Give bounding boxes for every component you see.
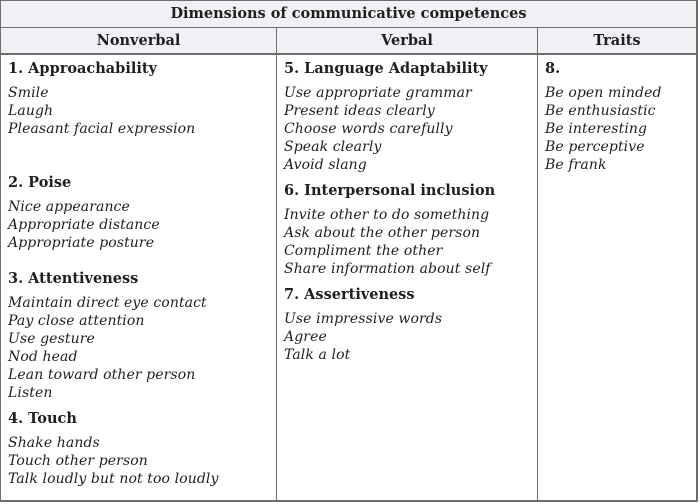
list-item: Lean toward other person	[8, 367, 196, 383]
verbal-cell	[277, 55, 538, 501]
list-item: Use gesture	[8, 331, 95, 347]
list-item: Nod head	[8, 349, 78, 365]
section-title: 4. Touch	[8, 410, 77, 427]
list-item: Be enthusiastic	[545, 103, 656, 119]
list-item: Be interesting	[545, 121, 648, 137]
item-list	[8, 198, 270, 252]
item-list	[284, 84, 531, 174]
section-poise	[8, 173, 270, 252]
list-item: Pay close attention	[8, 313, 145, 329]
list-item: Invite other to do something	[284, 207, 490, 223]
section-title: 5. Language Adaptability	[284, 60, 488, 77]
list-item: Use appropriate grammar	[284, 85, 472, 101]
section-traits	[545, 59, 690, 174]
nonverbal-cell	[1, 55, 277, 501]
list-item: Agree	[284, 329, 327, 345]
list-item: Touch other person	[8, 453, 148, 469]
item-list	[8, 84, 270, 138]
list-item: Appropriate distance	[8, 217, 160, 233]
list-item: Nice appearance	[8, 199, 130, 215]
section-title: 6. Interpersonal inclusion	[284, 182, 496, 199]
list-item: Compliment the other	[284, 243, 443, 259]
list-item: Share information about self	[284, 261, 491, 277]
list-item: Talk loudly but not too loudly	[8, 471, 219, 487]
list-item: Ask about the other person	[284, 225, 481, 241]
header-nonverbal: Nonverbal	[1, 28, 277, 53]
header-traits: Traits	[593, 32, 641, 49]
list-item: Talk a lot	[284, 347, 351, 363]
item-list	[284, 310, 531, 364]
list-item: Maintain direct eye contact	[8, 295, 207, 311]
section-touch	[8, 409, 270, 488]
section-title: 2. Poise	[8, 174, 72, 191]
item-list	[8, 434, 270, 488]
section-title: 7. Assertiveness	[284, 286, 415, 303]
list-item: Choose words carefully	[284, 121, 453, 137]
section-title: 3. Attentiveness	[8, 270, 139, 287]
list-item: Be frank	[545, 157, 607, 173]
section-attentiveness	[8, 269, 270, 402]
section-approachability	[8, 59, 270, 138]
list-item: Laugh	[8, 103, 54, 119]
list-item: Be open minded	[545, 85, 662, 101]
list-item: Smile	[8, 85, 49, 101]
header-verbal: Verbal	[277, 28, 538, 53]
list-item: Be perceptive	[545, 139, 645, 155]
list-item: Pleasant facial expression	[8, 121, 196, 137]
header-row	[1, 28, 696, 55]
list-item: Shake hands	[8, 435, 100, 451]
body-row	[1, 55, 696, 501]
section-title: 8.	[545, 60, 561, 77]
item-list	[545, 84, 690, 174]
list-item: Use impressive words	[284, 311, 443, 327]
list-item: Speak clearly	[284, 139, 382, 155]
section-assertiveness	[284, 285, 531, 364]
item-list	[8, 294, 270, 402]
section-title: 1. Approachability	[8, 60, 157, 77]
table-title: Dimensions of communicative competences	[1, 1, 696, 28]
list-item: Appropriate posture	[8, 235, 155, 251]
item-list	[284, 206, 531, 278]
list-item: Present ideas clearly	[284, 103, 435, 119]
section-interpersonal-inclusion	[284, 181, 531, 278]
list-item: Listen	[8, 385, 53, 401]
list-item: Avoid slang	[284, 157, 367, 173]
traits-cell	[538, 55, 696, 501]
section-language-adaptability	[284, 59, 531, 174]
